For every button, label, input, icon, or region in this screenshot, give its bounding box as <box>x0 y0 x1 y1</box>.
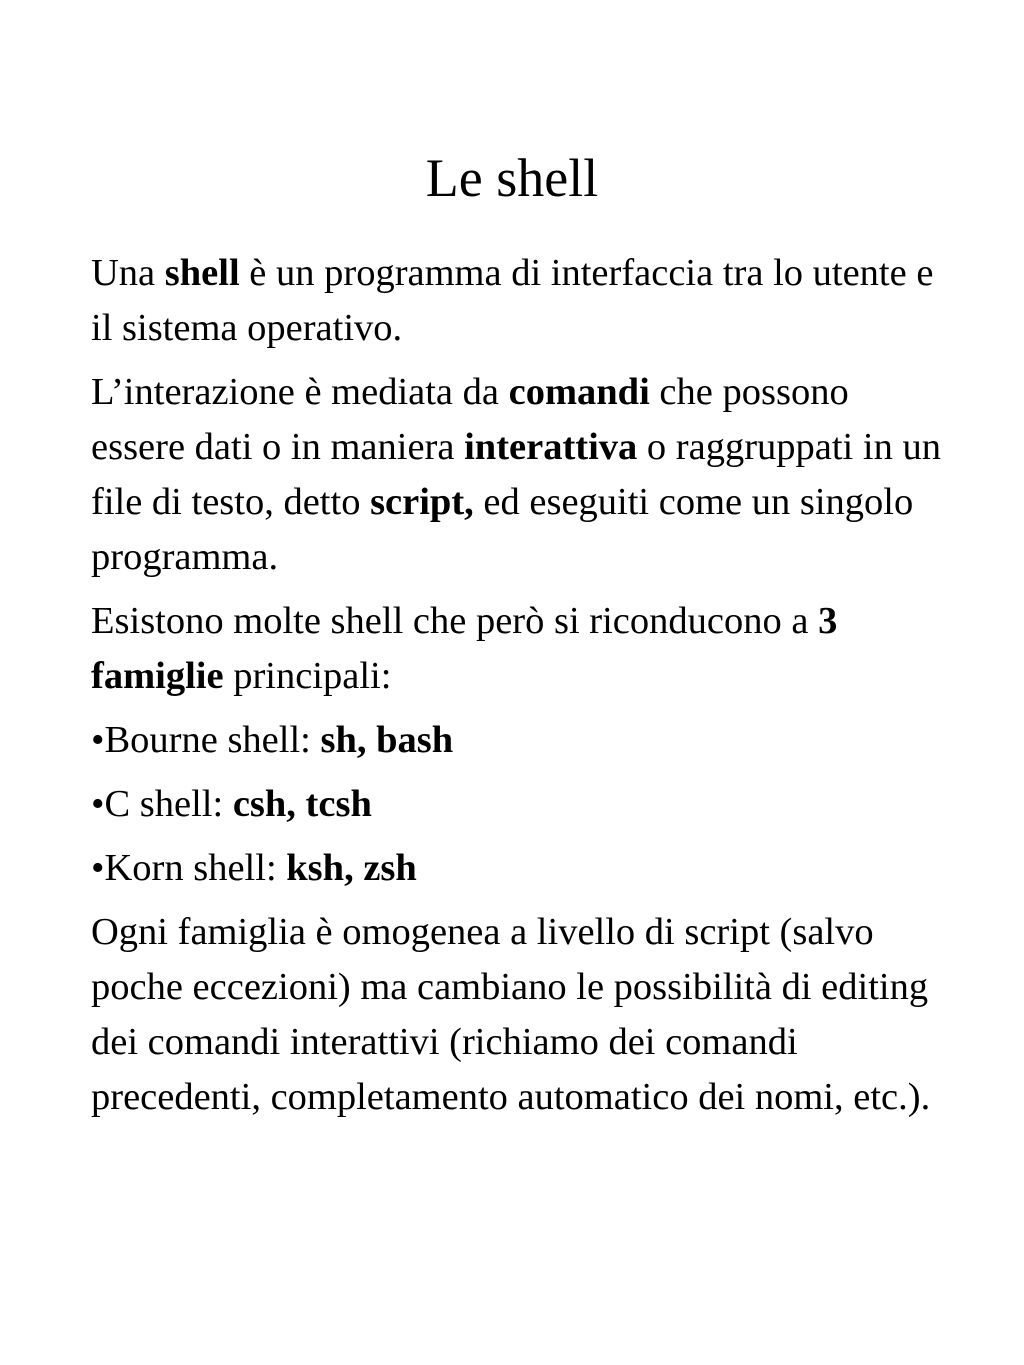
bullet-value: sh, bash <box>320 719 454 761</box>
bullet-label: •Bourne shell: <box>91 719 321 761</box>
bold-term: comandi <box>508 371 650 413</box>
text-segment: Esistono molte shell che però si riconducono a <box>91 600 819 642</box>
bullet-value: ksh, zsh <box>286 847 417 889</box>
bullet-label: •Korn shell: <box>91 847 287 889</box>
bullet-item <box>91 713 951 768</box>
slide-title: Le shell <box>425 148 599 208</box>
bullet-item <box>91 841 951 896</box>
paragraph-families <box>91 594 951 704</box>
bullet-value: csh, tcsh <box>232 783 372 825</box>
bullet-item <box>91 777 951 832</box>
text-segment: che possono essere dati o in maniera <box>91 371 849 468</box>
text-segment: è un programma di interfaccia tra lo utente e il sistema operativo. <box>91 252 934 349</box>
text-segment: L’interazione è mediata da <box>91 371 509 413</box>
bold-term: script, <box>370 481 474 523</box>
bold-term: interattiva <box>464 426 638 468</box>
text-segment: o raggruppati in un file di testo, detto <box>91 426 941 523</box>
paragraph-shell-definition <box>91 246 951 356</box>
text-segment: Una <box>91 252 165 294</box>
slide-body <box>91 246 951 1134</box>
text-segment: ed eseguiti come un singolo programma. <box>91 481 914 578</box>
paragraph-interaction <box>91 365 951 585</box>
bold-term: shell <box>164 252 240 294</box>
bold-term: 3 famiglie <box>91 600 838 697</box>
text-segment: principali: <box>223 655 392 697</box>
paragraph-family-differences: Ogni famiglia è omogenea a livello di script (salvo poche eccezioni) ma cambiano le possibilità di editing dei comandi interattivi (richiamo dei comandi precedenti, completamento automatico dei nomi, etc.). <box>91 911 931 1118</box>
bullet-label: •C shell: <box>91 783 233 825</box>
